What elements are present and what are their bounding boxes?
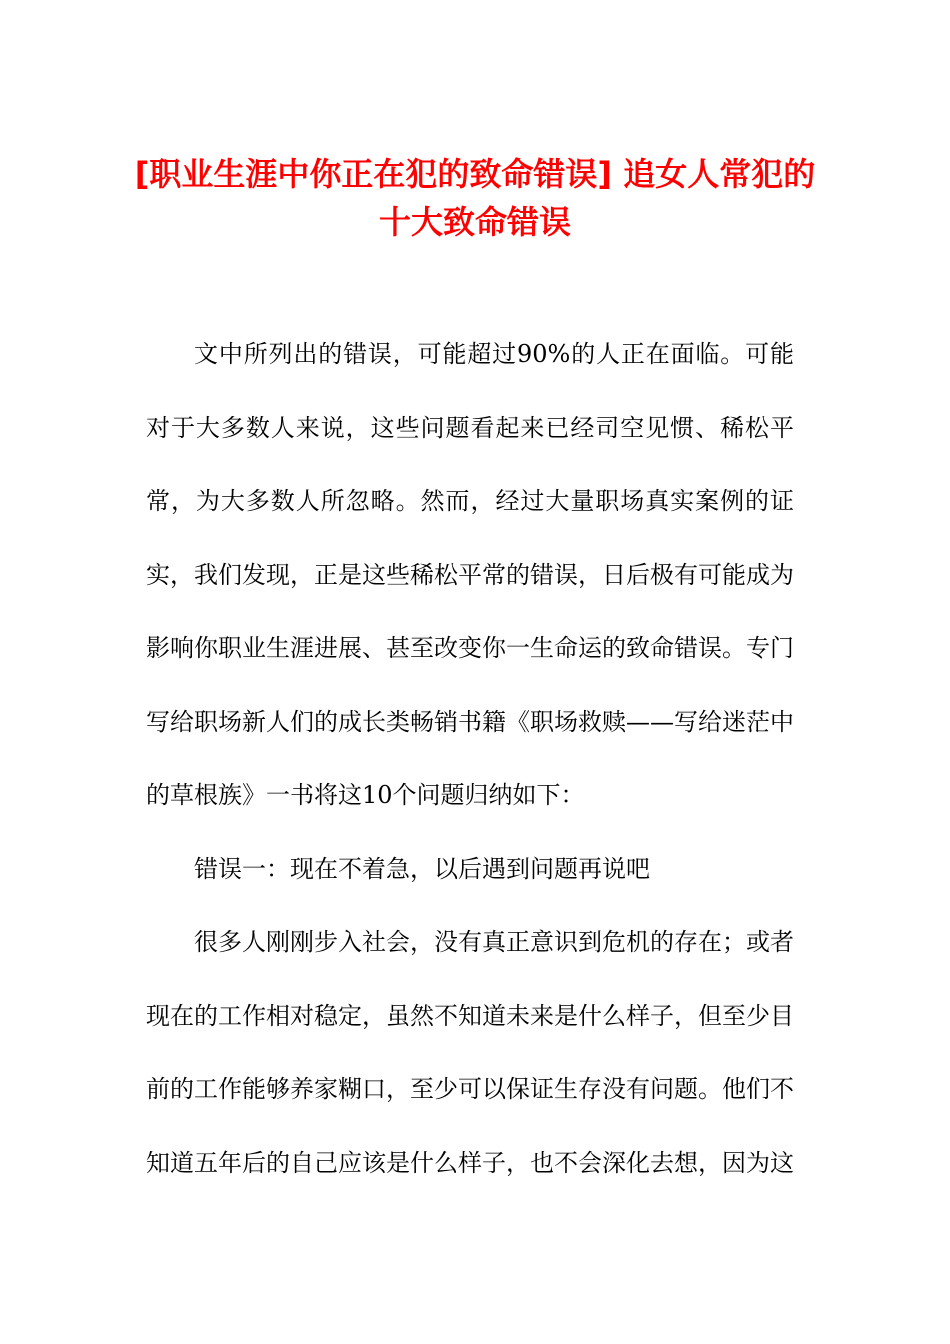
paragraph-error-one-heading: 错误一：现在不着急，以后遇到问题再说吧	[194, 854, 650, 883]
paragraph-error-one-body: 很多人刚刚步入社会，没有真正意识到危机的存在；或者现在的工作相对稳定，虽然不知道未来是什么样子，但至少目前的工作能够养家糊口，至少可以保证生存没有问题。他们不知道五年后的自己应该是什么样子，也不会深化去想，因为这	[146, 928, 794, 1177]
document-title: [职业生涯中你正在犯的致命错误] 追女人常犯的十大致命错误	[134, 155, 816, 241]
paragraph-intro: 文中所列出的错误，可能超过90%的人正在面临。可能对于大多数人来说，这些问题看起来已经司空见惯、稀松平常，为大多数人所忽略。然而，经过大量职场真实案例的证实，我们发现，正是这些稀松平常的错误，日后极有可能成为影响你职业生涯进展、甚至改变你一生命运的致命错误。专门写给职场新人们的成长类畅销书籍《职场救赎——写给迷茫中的草根族》一书将这10个问题归纳如下：	[146, 340, 794, 809]
document-body	[146, 318, 794, 1200]
